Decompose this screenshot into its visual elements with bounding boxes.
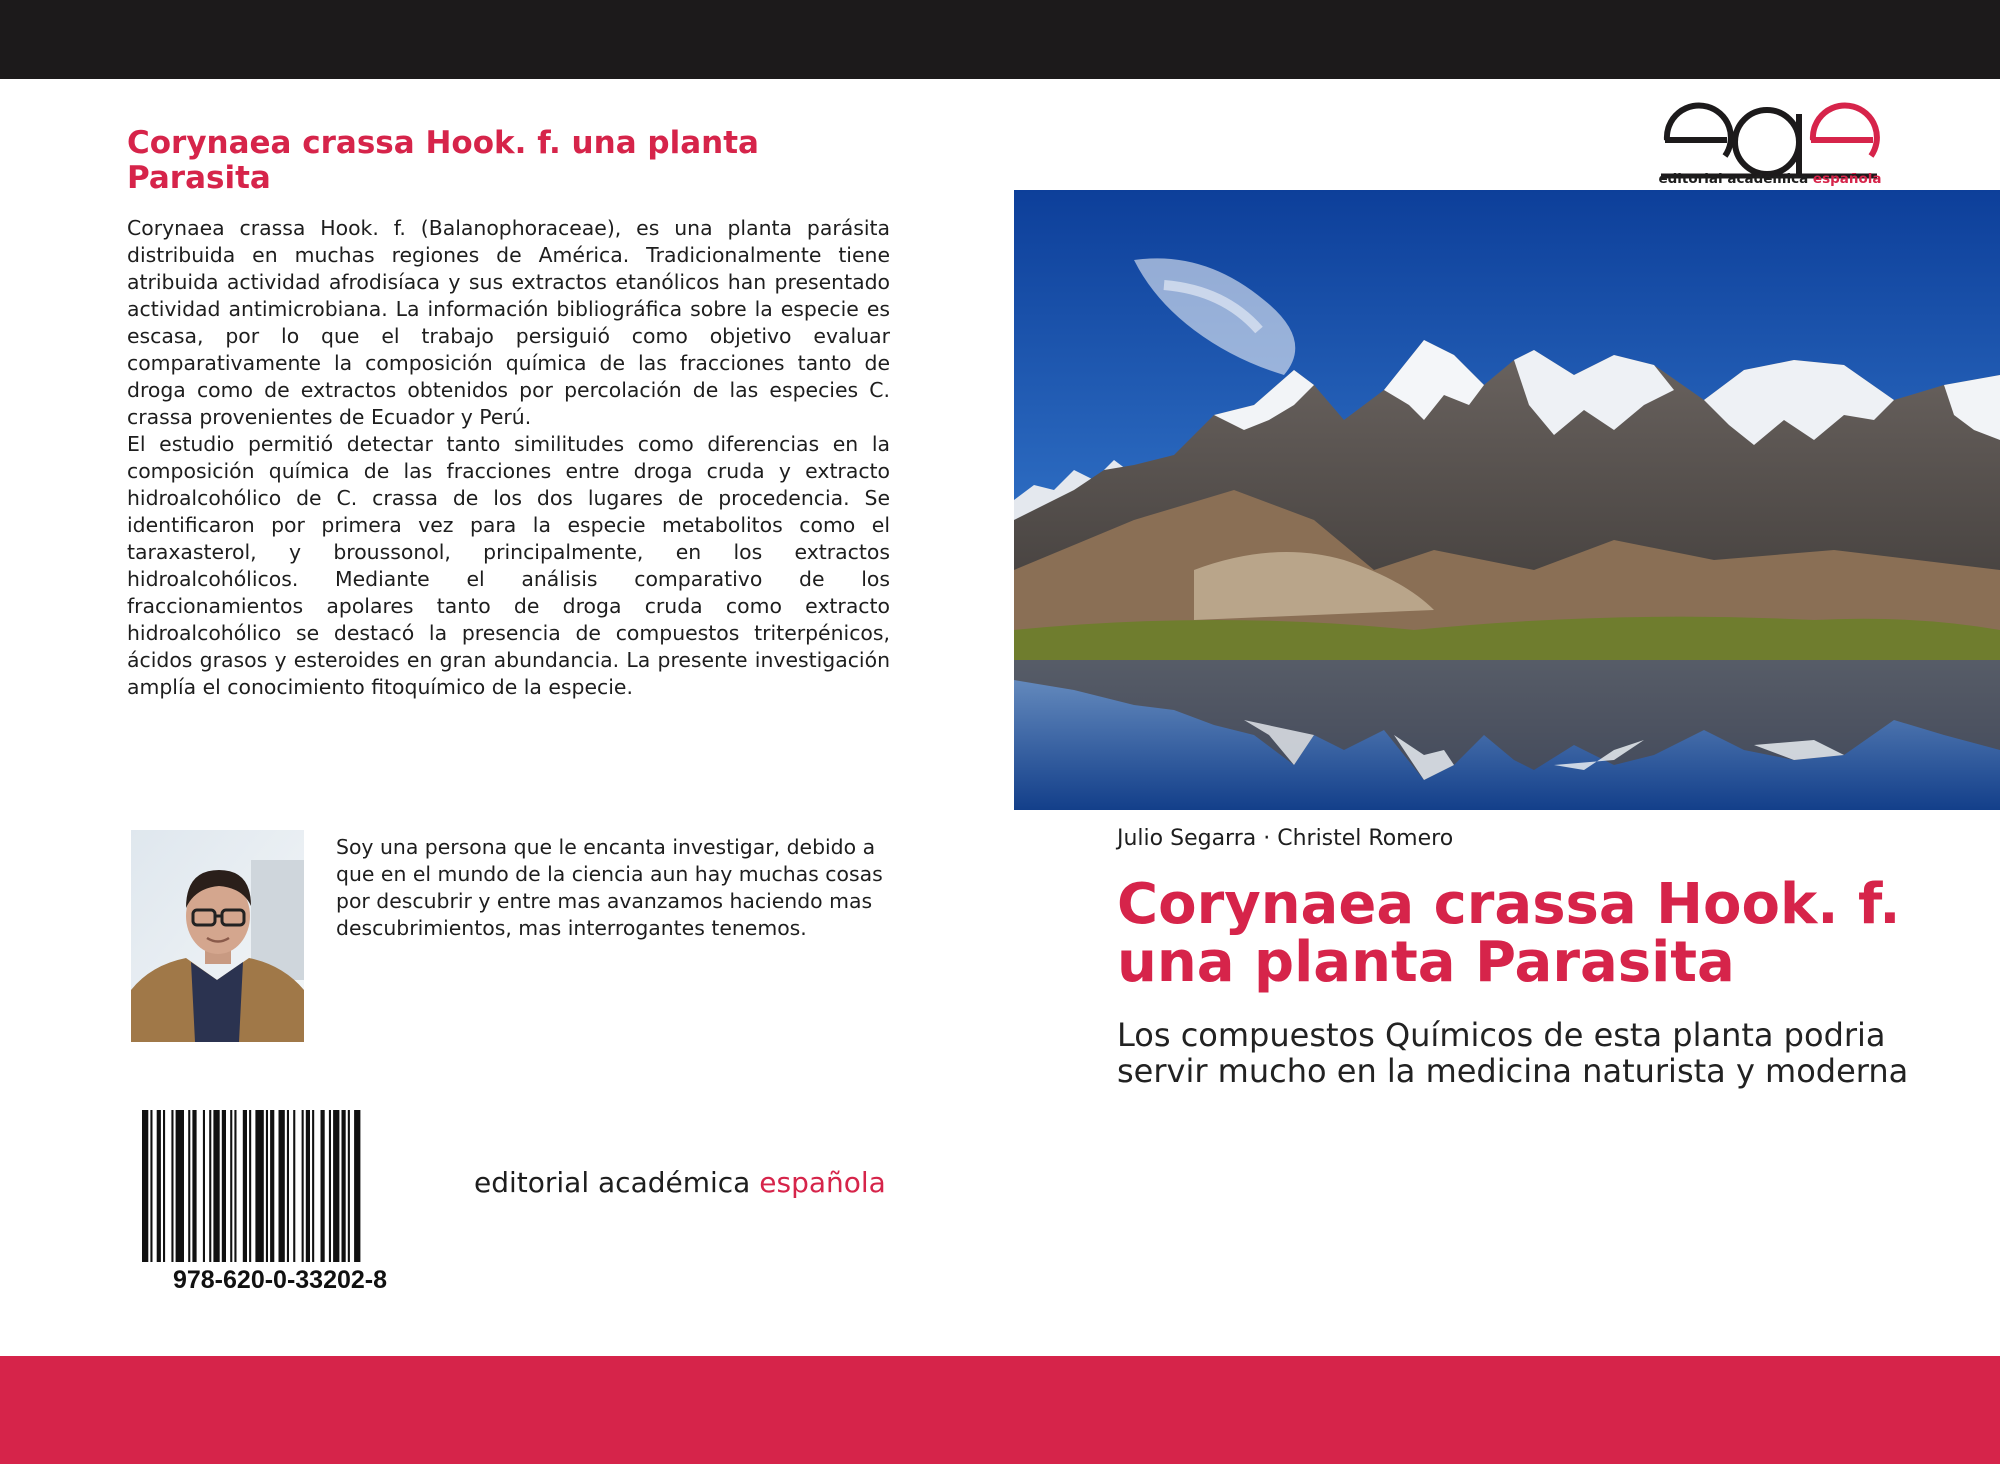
back-cover-title: Corynaea crassa Hook. f. una planta Parasita [127,125,759,196]
isbn-number: 978-620-0-33202-8 [172,1266,388,1294]
publisher-name [474,1166,894,1199]
bottom-border-bar [0,1356,2000,1464]
synopsis-paragraph-2: El estudio permitió detectar tanto similitudes como diferencias en la composición química de las fracciones entre droga cruda y extracto hidroalcohólico de C. crassa de los dos lugares de procedencia. Se identificaron por primera vez para la especie metabolitos como el taraxasterol, y broussonol, principalmente, en los extractos hidroalcohólicos. Mediante el análisis comparativo de los fraccionamientos apolares tanto de droga cruda como extracto hidroalcohólico se destacó la presencia de compuestos triterpénicos, ácidos grasos y esteroides en gran abundancia. La presente investigación amplía el conocimiento fitoquímico de la especie. [127,432,890,699]
synopsis-paragraph-1: Corynaea crassa Hook. f. (Balanophoraceae), es una planta parásita distribuida en muchas regiones de América. Tradicionalmente tiene atribuida actividad afrodisíaca y sus extractos etanólicos han presentado actividad antimicrobiana. La información bibliográfica sobre la especie es escasa, por lo que el trabajo persiguió como objetivo evaluar comparativamente la composición química de las fracciones tanto de droga como de extractos obtenidos por percolación de las especies C. crassa provenientes de Ecuador y Perú. [127,216,890,429]
front-cover-subtitle: Los compuestos Químicos de esta planta podria servir mucho en la medicina naturista y moderna [1117,1016,1909,1090]
isbn-barcode [140,1110,420,1262]
cover-mountain-photo [1014,190,2000,810]
logo-caption-accent: española [1812,171,1882,187]
logo-caption [1655,171,1885,187]
front-cover-authors: Julio Segarra · Christel Romero [1117,826,1454,851]
top-border-bar [0,0,2000,79]
front-cover-title: Corynaea crassa Hook. f. una planta Parasita [1117,872,1901,995]
publisher-name-main: editorial académica [474,1166,760,1199]
logo-caption-main: editorial académica [1658,171,1813,187]
publisher-name-accent: española [759,1166,886,1199]
author-bio: Soy una persona que le encanta investigar, debido a que en el mundo de la ciencia aun hay muchas cosas por descubrir y entre mas avanzamos haciendo mas descubrimientos, mas interrogantes tenemos. [336,835,883,940]
back-cover-synopsis [127,215,890,701]
author-photo [131,830,304,1042]
